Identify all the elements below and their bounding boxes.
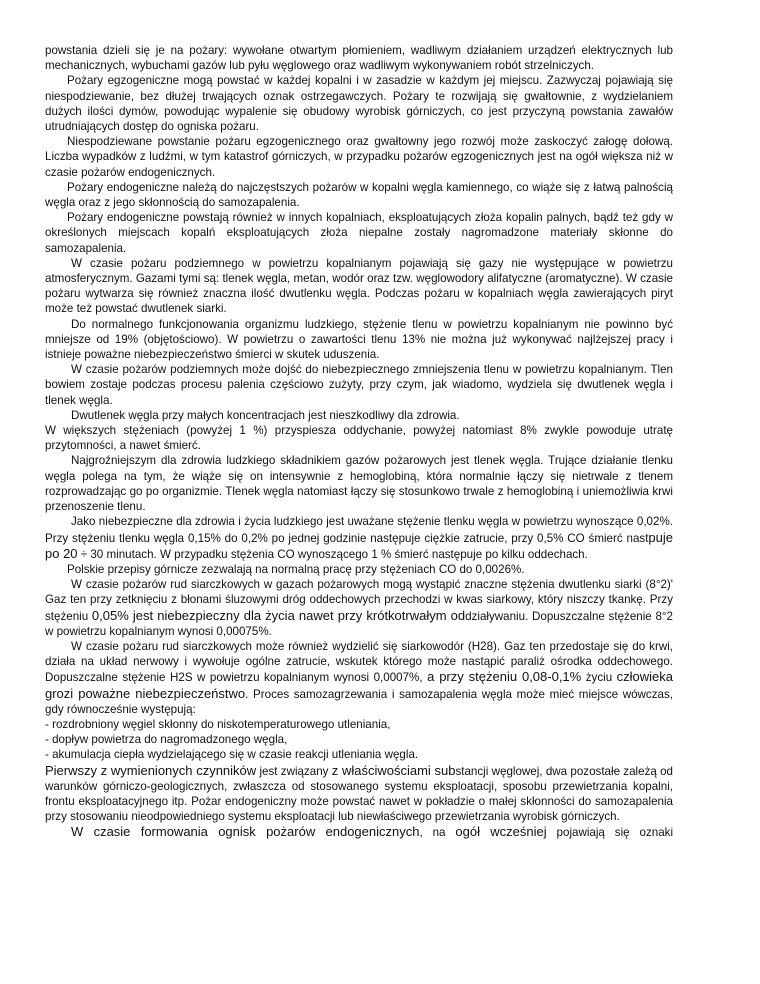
text-run: życiu: [581, 671, 617, 685]
text-run: W czasie pożaru podziemnego w powietrzu kopalnianym pojawiają się gazy nie występujące w powietrzu atmosferycznym. Gazami tymi są: tlenek węgla, metan, wodór oraz tzw. węglowodory alifatyczne (aromatyczne). W czasie pożaru wytwarza się również znaczna ilość dwutlenku węgla. Podczas pożaru w kopalniach węgla zawierających piryt może też powstać dwutlenek siarki.: [45, 256, 673, 316]
list-item: [45, 717, 673, 732]
text-run: Pożary endogeniczne należą do najczęstszych pożarów w kopalni węgla kamiennego, co wiąże się z łatwą palnością węgla oraz z jego skłonnością do samozapalenia.: [45, 180, 673, 210]
text-run: Najgroźniejszym dla zdrowia ludzkiego składnikiem gazów pożarowych jest tlenek węgla. Trujące działanie tlenku węgla polega na tym, że wiąże się on intensywnie z hemoglobiną, która normalnie łączy się nietrwale z tlenem rozprowadzając go po organizmie. Tlenek węgla natomiast łączy się stosunkowo trwale z hemoglobiną i uniemożliwia krwi przenoszenie tlenu.: [45, 454, 673, 514]
text-run: Niespodziewane powstanie pożaru egzogenicznego oraz gwałtowny jego rozwój może zaskoczyć załogę dołową. Liczba wypadków z ludźmi, w tym katastrof górniczych, w przypadku pożarów egzogenicznych jest na ogół większa niż w czasie pożarów endogenicznych.: [45, 135, 673, 179]
paragraph: [45, 453, 673, 514]
paragraph: [45, 577, 673, 639]
text-run: W większych stężeniach (powyżej 1 %) przyspiesza oddychanie, powyżej natomiast 8% zwykle powoduje utratę przytomności, a nawet śmierć.: [45, 424, 673, 453]
text-run: pojawiają się oznaki: [546, 826, 674, 840]
text-run: a przy stężeniu 0,08-0,1%: [427, 669, 582, 685]
paragraph: [45, 362, 673, 408]
text-run: . Proces samozagrzewania i samozapalenia węgla może mieć miejsce wówczas, gdy równocześnie występują:: [45, 687, 673, 716]
paragraph: [45, 210, 673, 256]
text-run: , na: [419, 826, 456, 840]
list-item: [45, 732, 673, 747]
text-run: z właściwościami sub: [331, 762, 456, 778]
text-run: Do normalnego funkcjonowania organizmu ludzkiego, stężenie tlenu w powietrzu kopalnianym nie powinno być mniejsze od 19% (objętościowo). W powietrzu o zawartości tlenu 13% nie można już wykonywać najlżejszej pracy i istnieje poważne niebezpieczeństwo śmierci w skutek uduszenia.: [45, 317, 673, 362]
text-run: Pożary egzogeniczne mogą powstać w każdej kopalni i w zasadzie w każdym jej miejscu. Zazwyczaj pojawiają się niespodziewanie, bez dłużej trwających oznak ostrzegawczych. Pożary te rozwijają się gwałtownie, z wydzielaniem dużych ilości dymów, powodując wypalenie się obudowy wyrobisk górniczych, co jest przyczyną powstania zawałów utrudniających dostęp do ogniska pożaru.: [45, 74, 673, 134]
paragraph: [45, 514, 673, 562]
paragraph: [45, 763, 673, 825]
text-run: Pierwszy z wymienionych czynników: [45, 762, 257, 778]
document-page: [45, 43, 673, 841]
text-run: W czasie formowania ognisk pożarów endogenicznych: [71, 824, 420, 840]
text-run: ogół wcześniej: [455, 824, 547, 840]
text-run: działywaniu. Dopuszczalne stężenie 8°2 w powietrzu kopalnianym wynosi 0,00075%.: [45, 609, 673, 638]
paragraph: [45, 317, 673, 363]
text-run: Polskie przepisy górnicze zezwalają na normalną pracę przy stężeniach CO do 0,0026%.: [67, 562, 525, 576]
text-run: puje po 20: [45, 529, 673, 561]
paragraph: [45, 73, 673, 134]
text-run: jest związany: [256, 764, 332, 778]
text-run: - rozdrobniony węgiel skłonny do niskotemperaturowego utleniania,: [45, 717, 391, 731]
list-item: [45, 747, 673, 762]
paragraph: [45, 256, 673, 317]
text-run: Dwutlenek węgla przy małych koncentracjach jest nieszkodliwy dla zdrowia.: [71, 408, 460, 422]
text-run: 0,05% jest niebezpieczny dla życia nawet przy krótkotrwałym od: [91, 607, 466, 623]
text-run: W czasie pożarów podziemnych może dojść do niebezpiecznego zmniejszenia tlenu w powietrzu kopalnianym. Tlen bowiem zostaje podczas procesu palenia częściowo zużyty, przy czym, jak wiadomo, wydziela się dwutlenek węgla i tlenek węgla.: [45, 363, 673, 407]
paragraph: [45, 639, 673, 717]
paragraph: [45, 180, 673, 210]
text-run: ÷ 30 minutach. W przypadku stężenia CO wynoszącego 1 % śmierć następuje po kilku oddechach.: [77, 547, 588, 561]
text-run: Jako niebezpieczne dla zdrowia i życia ludzkiego jest uważane stężenie tlenku węgla w powietrzu wynoszące 0,02%. Przy stężeniu tlenku węgla 0,15% do 0,2% po jednej godzinie następuje ciężkie zatrucie, przy 0,5% CO śmierć nast: [45, 515, 673, 545]
text-run: stancji węglowej, dwa pozostałe zależą od warunków górniczo-geologicznych, zwłaszcza od stosowanego systemu eksploatacji, sposobu przewietrzania kopalni, frontu eksploatacyjnego itp. Pożar endogeniczny może powstać nawet w pokładzie o małej skłonności do samozapalenia przy stosowaniu nieodpowiedniego systemu eksploatacji lub niewłaściwego przewietrzania wyrobisk górniczych.: [45, 764, 674, 824]
text-run: W czasie pożarów rud siarczkowych w gazach pożarowych mogą wystąpić znaczne stężenia dwutlenku siarki (8°2)' Gaz ten przy zetknięciu z błonami śluzowymi dróg oddechowych przechodzi w kwas siarkowy, który niszczy tkankę. Przy stężeniu: [45, 578, 673, 623]
text-run: powstania dzieli się je na pożary: wywołane otwartym płomieniem, wadliwym działaniem urządzeń elektrycznych lub mechanicznych, wybuchami gazów lub pyłu węglowego oraz wadliwym wykonywaniem robót strzelniczych.: [45, 44, 673, 73]
paragraph: [45, 423, 673, 453]
text-run: Pożary endogeniczne powstają również w innych kopalniach, eksploatujących złoża kopalin palnych, bądź też gdy w określonych miejscach kopalń eksploatujących złoża niepalne zostały nagromadzone materiały skłonne do samozapalenia.: [45, 211, 673, 255]
text-run: - akumulacja ciepła wydzielającego się w czasie reakcji utleniania węgla.: [45, 748, 419, 762]
text-run: - dopływ powietrza do nagromadzonego węgla,: [45, 733, 288, 747]
paragraph: [45, 134, 673, 180]
paragraph: [45, 43, 673, 73]
paragraph: [45, 562, 673, 577]
paragraph: [45, 824, 673, 840]
paragraph: [45, 408, 673, 423]
text-run: W czasie pożaru rud siarczkowych może również wydzielić się siarkowodór (H28). Gaz ten przedostaje się do krwi, działa na układ nerwowy i wywołuje ogólne zatrucie, wskutek którego może nastąpić paraliż ośrodka oddechowego. Dopuszczalne stężenie H2S w powietrzu kopalnianym wynosi 0,0007%,: [45, 639, 673, 685]
text-run: człowieka grozi poważne niebezpieczeństwo: [45, 669, 674, 701]
